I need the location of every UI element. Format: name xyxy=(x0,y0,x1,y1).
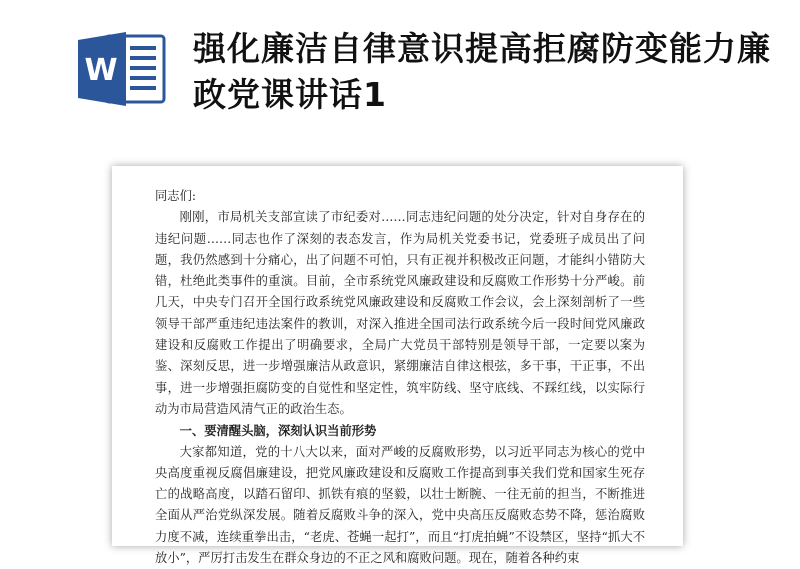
header xyxy=(0,0,800,160)
document-body xyxy=(155,186,645,569)
word-document-icon xyxy=(76,30,166,108)
word-icon-letter: W xyxy=(84,53,118,88)
page-title: 强化廉洁自律意识提高拒腐防变能力廉政党课讲话1 xyxy=(193,29,771,114)
paragraph-situation: 大家都知道，党的十八大以来，面对严峻的反腐败形势，以习近平同志为核心的党中央高度重视反腐倡廉建设，把党风廉政建设和反腐败工作提高到事关我们党和国家生死存亡的战略高度，以踏石留印、抓铁有痕的坚毅，以壮士断腕、一往无前的担当，不断推进全面从严治党纵深发展。随着反腐败斗争的深入，党中央高压反腐败态势不降，惩治腐败力度不减，连续重拳出击，“老虎、苍蝇一起打”，而且“打虎拍蝇”不设禁区，坚持“抓大不放小”，严厉打击发生在群众身边的不正之风和腐败问题。现在，随着各种约束 xyxy=(155,444,645,566)
section-heading: 一、要清醒头脑，深刻认识当前形势 xyxy=(179,423,377,439)
paragraph-intro: 刚刚，市局机关支部宣读了市纪委对……同志违纪问题的处分决定，针对自身存在的违纪问题……同志也作了深刻的表态发言，作为局机关党委书记，党委班子成员出了问题，我仍然感到十分痛心，出了问题不可怕，只有正视并积极改正问题，才能纠小错防大错，杜绝此类事件的重演。目前，全市系统党风廉政建设和反腐败工作形势十分严峻。前几天，中央专门召开全国行政系统党风廉政建设和反腐败工作会议，会上深刻剖析了一些领导干部严重违纪违法案件的教训，对深入推进全国司法行政系统今后一段时间党风廉政建设和反腐败工作提出了明确要求，全局广大党员干部特别是领导干部，一定要以案为鉴、深刻反思，进一步增强廉洁从政意识，紧绷廉洁自律这根弦，多干事，干正事，不出事，进一步增强拒腐防变的自觉性和坚定性，筑牢防线、坚守底线、不踩红线，以实际行动为市局营造风清气正的政治生态。 xyxy=(155,210,645,416)
salutation: 同志们: xyxy=(155,189,197,203)
document-page xyxy=(112,166,683,566)
